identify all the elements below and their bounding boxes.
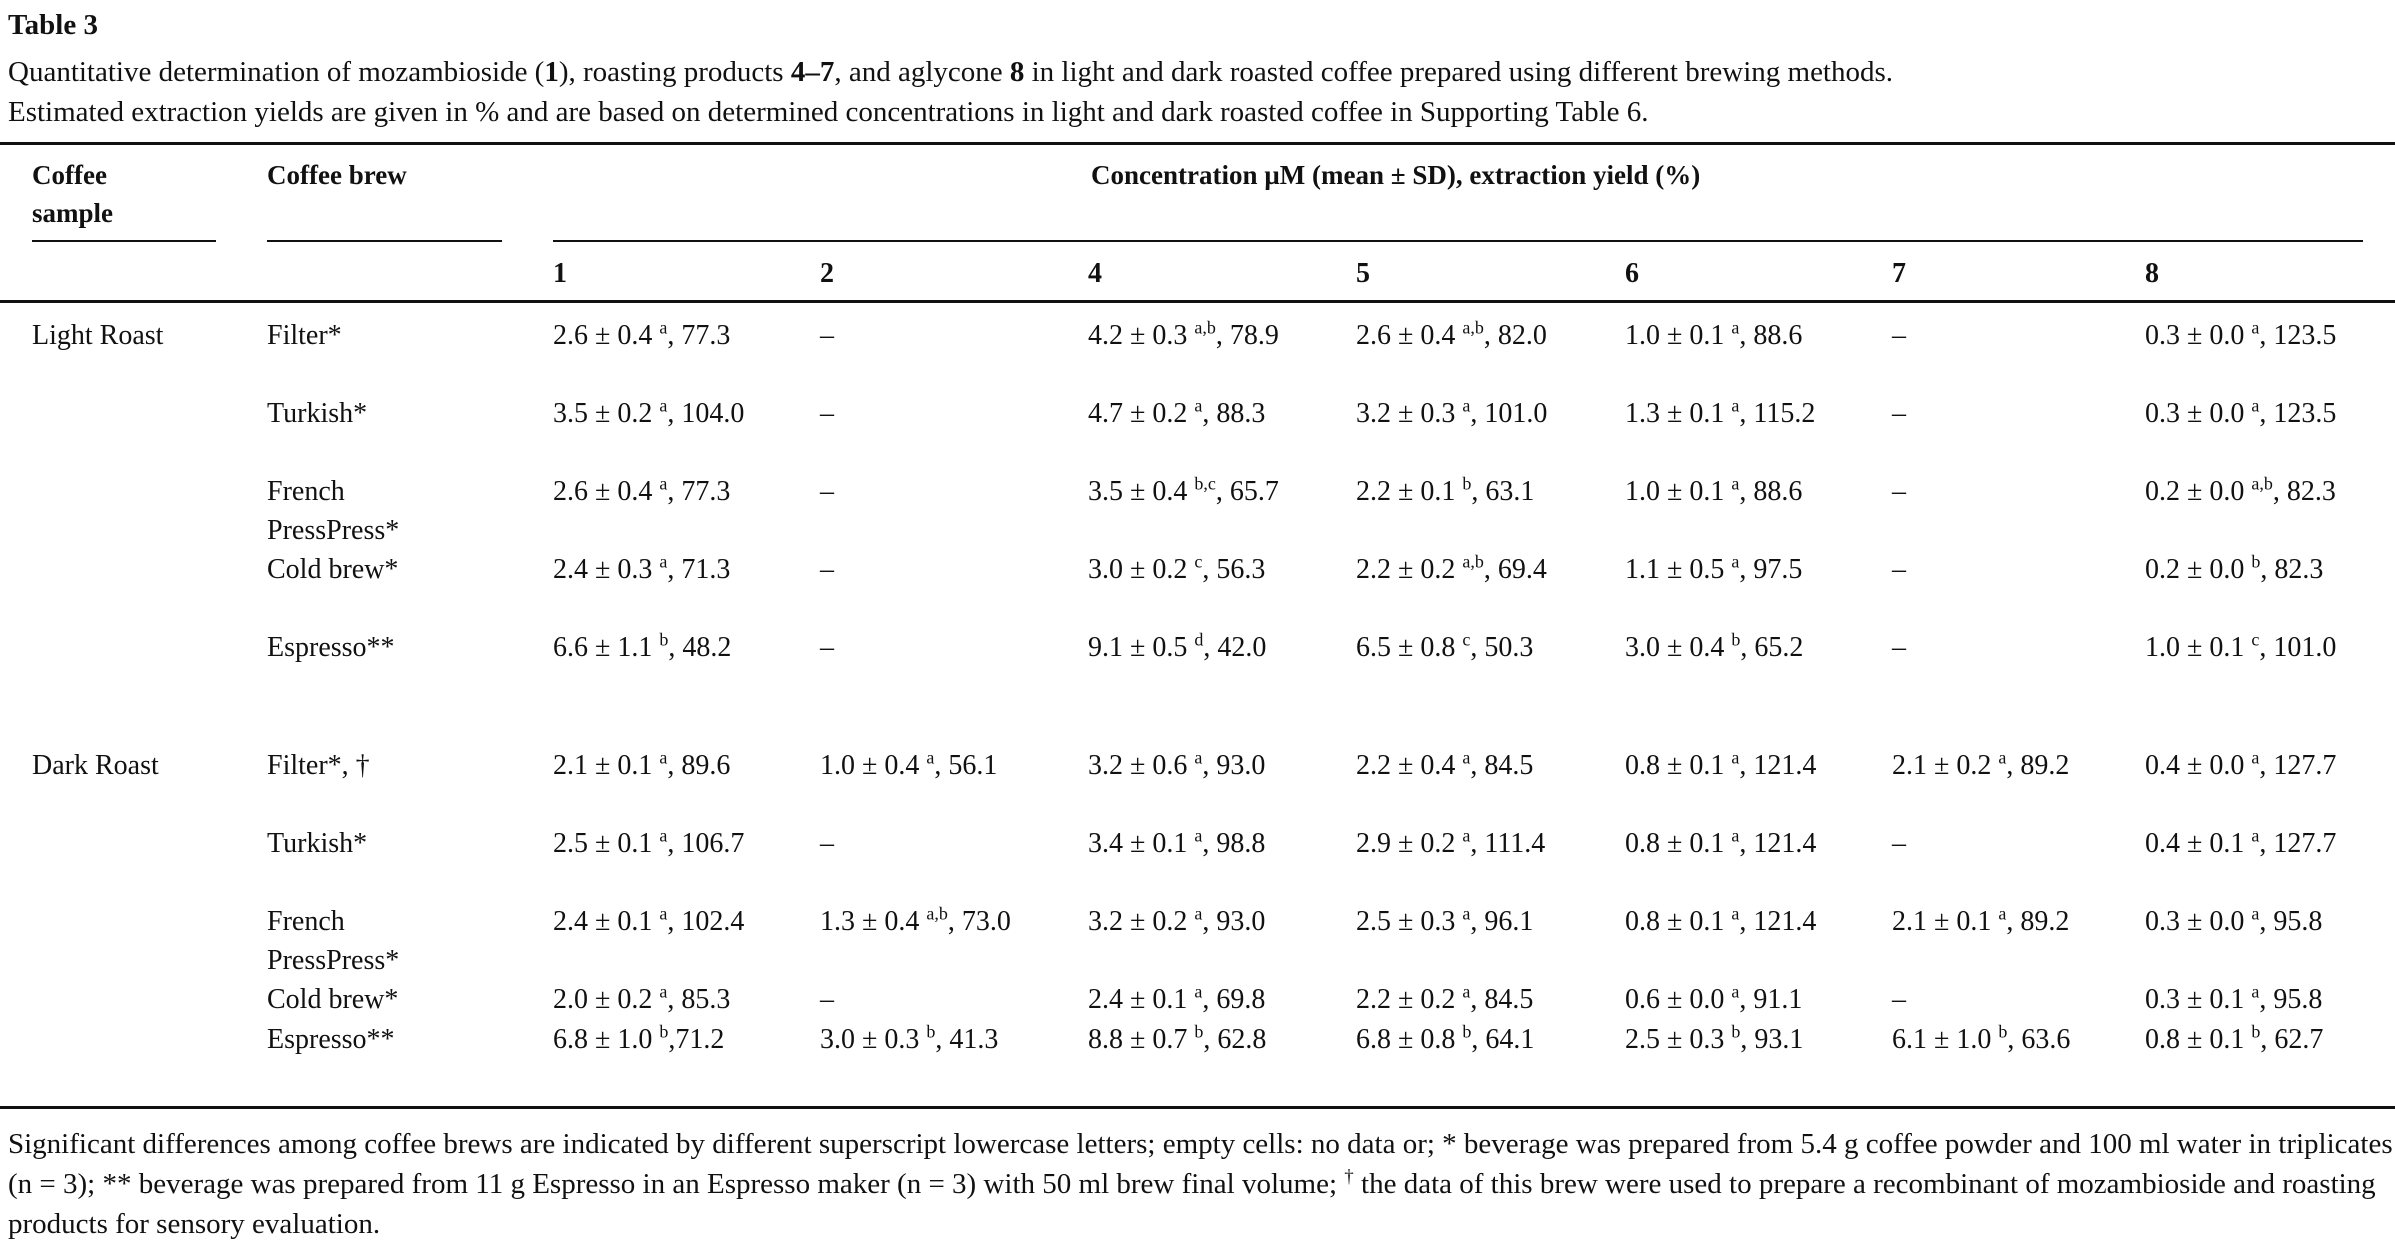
table-cell: 0.4 ± 0.0 $^a$, 127.7 [2145, 747, 2337, 781]
significance-superscript: a [2251, 395, 2260, 416]
coffee-brew-label: French PressPress* [267, 906, 400, 976]
significance-superscript: b,c [1194, 473, 1216, 494]
significance-superscript: a [1998, 903, 2007, 924]
table-cell: – [1892, 320, 1906, 351]
coffee-brew-label: Espresso** [267, 632, 395, 663]
table-cell: – [1892, 632, 1906, 663]
coffee-brew-label: Espresso** [267, 1024, 395, 1055]
header-coffee-sample: Coffee sample [32, 160, 113, 228]
coffee-brew-label: Cold brew* [267, 554, 399, 585]
table-cell: 0.3 ± 0.0 $^a$, 123.5 [2145, 395, 2337, 429]
table-cell: 2.6 ± 0.4 $^a$, 77.3 [553, 317, 731, 351]
table-cell: 1.1 ± 0.5 $^a$, 97.5 [1625, 551, 1803, 585]
compound-header-5: 5 [1356, 258, 1370, 289]
coffee-brew-label: Turkish* [267, 398, 368, 429]
significance-superscript: a [1194, 981, 1203, 1002]
table-caption [8, 52, 2393, 132]
significance-superscript: a [1731, 825, 1740, 846]
coffee-brew-label: Filter*, † [267, 750, 370, 781]
significance-superscript: b [2251, 551, 2261, 572]
table-cell: – [820, 320, 834, 351]
significance-superscript: a [1462, 825, 1471, 846]
table-cell: – [1892, 476, 1906, 507]
table-cell: 2.0 ± 0.2 $^a$, 85.3 [553, 981, 731, 1015]
coffee-brew-label: Cold brew* [267, 984, 399, 1015]
caption-line-2: Estimated extraction yields are given in % and are based on determined concentrations in light and dark roasted coffee in Supporting Table 6. [8, 96, 1649, 128]
table-cell: 3.2 ± 0.3 $^a$, 101.0 [1356, 395, 1548, 429]
table-cell: 1.3 ± 0.4 $^{a,b}$, 73.0 [820, 903, 1011, 937]
table-cell: – [1892, 984, 1906, 1015]
significance-superscript: c [1462, 629, 1471, 650]
table-cell: 0.3 ± 0.1 $^a$, 95.8 [2145, 981, 2323, 1015]
significance-superscript: a [659, 825, 668, 846]
table-cell: 0.4 ± 0.1 $^a$, 127.7 [2145, 825, 2337, 859]
table-cell: 6.5 ± 0.8 $^c$, 50.3 [1356, 629, 1534, 663]
table-cell: 2.2 ± 0.1 $^b$, 63.1 [1356, 473, 1535, 507]
significance-superscript: c [1194, 551, 1203, 572]
significance-superscript: a [2251, 981, 2260, 1002]
table-cell: 1.3 ± 0.1 $^a$, 115.2 [1625, 395, 1816, 429]
significance-superscript: a [1462, 747, 1471, 768]
compound-header-7: 7 [1892, 258, 1906, 289]
significance-superscript: b [659, 629, 669, 650]
table-cell: 2.5 ± 0.1 $^a$, 106.7 [553, 825, 745, 859]
table-cell: – [820, 554, 834, 585]
significance-superscript: b [1194, 1021, 1204, 1042]
table-cell: 2.5 ± 0.3 $^a$, 96.1 [1356, 903, 1534, 937]
table-cell: 2.4 ± 0.3 $^a$, 71.3 [553, 551, 731, 585]
table-cell: 0.8 ± 0.1 $^a$, 121.4 [1625, 903, 1817, 937]
significance-superscript: a,b [2251, 473, 2273, 494]
table-cell: 2.6 ± 0.4 $^a$, 77.3 [553, 473, 731, 507]
significance-superscript: b [926, 1021, 936, 1042]
table-cell: – [1892, 828, 1906, 859]
significance-superscript: a [1731, 981, 1740, 1002]
compound-header-8: 8 [2145, 258, 2159, 289]
table-cell: – [820, 398, 834, 429]
table-cell: 0.8 ± 0.1 $^a$, 121.4 [1625, 825, 1817, 859]
significance-superscript: b [2251, 1021, 2261, 1042]
significance-superscript: a [926, 747, 935, 768]
table-cell: – [1892, 398, 1906, 429]
table-cell: 0.6 ± 0.0 $^a$, 91.1 [1625, 981, 1803, 1015]
table-cell: 6.6 ± 1.1 $^b$, 48.2 [553, 629, 732, 663]
table-cell: – [820, 984, 834, 1015]
header-concentration: Concentration µM (mean ± SD), extraction yield (%) [1091, 160, 1701, 190]
table-cell: 8.8 ± 0.7 $^b$, 62.8 [1088, 1021, 1267, 1055]
coffee-sample-label: Light Roast [32, 320, 164, 351]
table-cell: 4.2 ± 0.3 $^{a,b}$, 78.9 [1088, 317, 1279, 351]
significance-superscript: a [1194, 747, 1203, 768]
table-cell: 2.6 ± 0.4 $^{a,b}$, 82.0 [1356, 317, 1547, 351]
significance-superscript: c [2251, 629, 2260, 650]
table-cell: 2.4 ± 0.1 $^a$, 102.4 [553, 903, 745, 937]
table-cell: – [820, 828, 834, 859]
table-cell: – [820, 476, 834, 507]
table-cell: 0.3 ± 0.0 $^a$, 95.8 [2145, 903, 2323, 937]
table-cell: 3.2 ± 0.6 $^a$, 93.0 [1088, 747, 1266, 781]
table-cell: 3.0 ± 0.4 $^b$, 65.2 [1625, 629, 1804, 663]
table-cell: 0.8 ± 0.1 $^b$, 62.7 [2145, 1021, 2324, 1055]
header-underline-brew [267, 240, 502, 242]
significance-superscript: a [659, 747, 668, 768]
significance-superscript: a,b [1462, 317, 1484, 338]
header-coffee-brew: Coffee brew [267, 160, 407, 190]
table-top-rule [0, 142, 2395, 145]
significance-superscript: b [1462, 473, 1472, 494]
table-cell: 2.2 ± 0.2 $^a$, 84.5 [1356, 981, 1534, 1015]
table-cell: 2.4 ± 0.1 $^a$, 69.8 [1088, 981, 1266, 1015]
significance-superscript: a [2251, 317, 2260, 338]
table-label: Table 3 [8, 9, 98, 41]
significance-superscript: a,b [1462, 551, 1484, 572]
significance-superscript: a [1731, 551, 1740, 572]
table-cell: 6.8 ± 1.0 $^b$,71.2 [553, 1021, 725, 1055]
table-header-rule [0, 300, 2395, 303]
table-cell: 3.4 ± 0.1 $^a$, 98.8 [1088, 825, 1266, 859]
significance-superscript: a,b [926, 903, 948, 924]
table-cell: 1.0 ± 0.1 $^a$, 88.6 [1625, 317, 1803, 351]
coffee-brew-label: Turkish* [267, 828, 368, 859]
significance-superscript: a [1194, 395, 1203, 416]
significance-superscript: a [1462, 395, 1471, 416]
significance-superscript: a [1731, 317, 1740, 338]
significance-superscript: a,b [1194, 317, 1216, 338]
significance-superscript: a [2251, 903, 2260, 924]
compound-header-1: 1 [553, 258, 567, 289]
significance-superscript: a [659, 317, 668, 338]
significance-superscript: a [2251, 825, 2260, 846]
table-cell: 6.8 ± 0.8 $^b$, 64.1 [1356, 1021, 1535, 1055]
table-cell: 0.3 ± 0.0 $^a$, 123.5 [2145, 317, 2337, 351]
table-cell: 3.0 ± 0.3 $^b$, 41.3 [820, 1021, 999, 1055]
table-cell: 0.2 ± 0.0 $^{a,b}$, 82.3 [2145, 473, 2336, 507]
significance-superscript: a [659, 473, 668, 494]
table-cell: 3.5 ± 0.4 $^{b,c}$, 65.7 [1088, 473, 1279, 507]
significance-superscript: b [1462, 1021, 1472, 1042]
table-cell: 4.7 ± 0.2 $^a$, 88.3 [1088, 395, 1266, 429]
significance-superscript: a [659, 981, 668, 1002]
significance-superscript: a [659, 551, 668, 572]
table-cell: 0.2 ± 0.0 $^b$, 82.3 [2145, 551, 2324, 585]
table-cell: 2.1 ± 0.2 $^a$, 89.2 [1892, 747, 2070, 781]
table-cell: 0.8 ± 0.1 $^a$, 121.4 [1625, 747, 1817, 781]
header-underline-sample [32, 240, 216, 242]
table-cell: 1.0 ± 0.4 $^a$, 56.1 [820, 747, 998, 781]
table-cell: 3.2 ± 0.2 $^a$, 93.0 [1088, 903, 1266, 937]
significance-superscript: b [1731, 1021, 1741, 1042]
table-cell: 3.0 ± 0.2 $^c$, 56.3 [1088, 551, 1266, 585]
table-cell: – [820, 632, 834, 663]
table-cell: 2.2 ± 0.2 $^{a,b}$, 69.4 [1356, 551, 1547, 585]
table-cell: 2.2 ± 0.4 $^a$, 84.5 [1356, 747, 1534, 781]
significance-superscript: a [659, 903, 668, 924]
significance-superscript: a [1731, 903, 1740, 924]
compound-header-6: 6 [1625, 258, 1639, 289]
significance-superscript: b [659, 1021, 669, 1042]
significance-superscript: a [2251, 747, 2260, 768]
significance-superscript: a [1194, 903, 1203, 924]
coffee-brew-label: French PressPress* [267, 476, 400, 546]
significance-superscript: a [1998, 747, 2007, 768]
table-cell: 2.5 ± 0.3 $^b$, 93.1 [1625, 1021, 1804, 1055]
table-cell: – [1892, 554, 1906, 585]
coffee-sample-label: Dark Roast [32, 750, 159, 781]
significance-superscript: a [1731, 395, 1740, 416]
table-cell: 3.5 ± 0.2 $^a$, 104.0 [553, 395, 745, 429]
coffee-brew-label: Filter* [267, 320, 342, 351]
significance-superscript: a [1462, 903, 1471, 924]
table-bottom-rule [0, 1106, 2395, 1109]
significance-superscript: a [1462, 981, 1471, 1002]
significance-superscript: a [1194, 825, 1203, 846]
significance-superscript: b [1998, 1021, 2008, 1042]
table-cell: 9.1 ± 0.5 $^d$, 42.0 [1088, 629, 1267, 663]
caption-line-1: Quantitative determination of mozambioside (1), roasting products 4–7, and aglycone 8 in light and dark roasted coffee prepared using different brewing methods. [8, 56, 1894, 88]
table-cell: 2.1 ± 0.1 $^a$, 89.2 [1892, 903, 2070, 937]
compound-header-4: 4 [1088, 258, 1102, 289]
table-cell: 2.1 ± 0.1 $^a$, 89.6 [553, 747, 731, 781]
table-cell: 2.9 ± 0.2 $^a$, 111.4 [1356, 825, 1546, 859]
significance-superscript: d [1194, 629, 1204, 650]
compound-header-2: 2 [820, 258, 834, 289]
significance-superscript: a [1731, 473, 1740, 494]
header-underline-concentration [553, 240, 2363, 242]
significance-superscript: a [659, 395, 668, 416]
table-cell: 1.0 ± 0.1 $^a$, 88.6 [1625, 473, 1803, 507]
table-footnote: Significant differences among coffee brews are indicated by different superscript lowercase letters; empty cells: no data or; * beverage was prepared from 5.4 g coffee powder and 100 ml water in triplicates (n = 3); ** beverage was prepared from 11 g Espresso in an Espresso maker (n = 3) with 50 ml brew final volume; † the data of this brew were used to prepare a recombinant of mozambioside and roasting products for sensory evaluation. [8, 1128, 2393, 1240]
significance-superscript: b [1731, 629, 1741, 650]
significance-superscript: a [1731, 747, 1740, 768]
table-cell: 1.0 ± 0.1 $^c$, 101.0 [2145, 629, 2337, 663]
table-cell: 6.1 ± 1.0 $^b$, 63.6 [1892, 1021, 2071, 1055]
